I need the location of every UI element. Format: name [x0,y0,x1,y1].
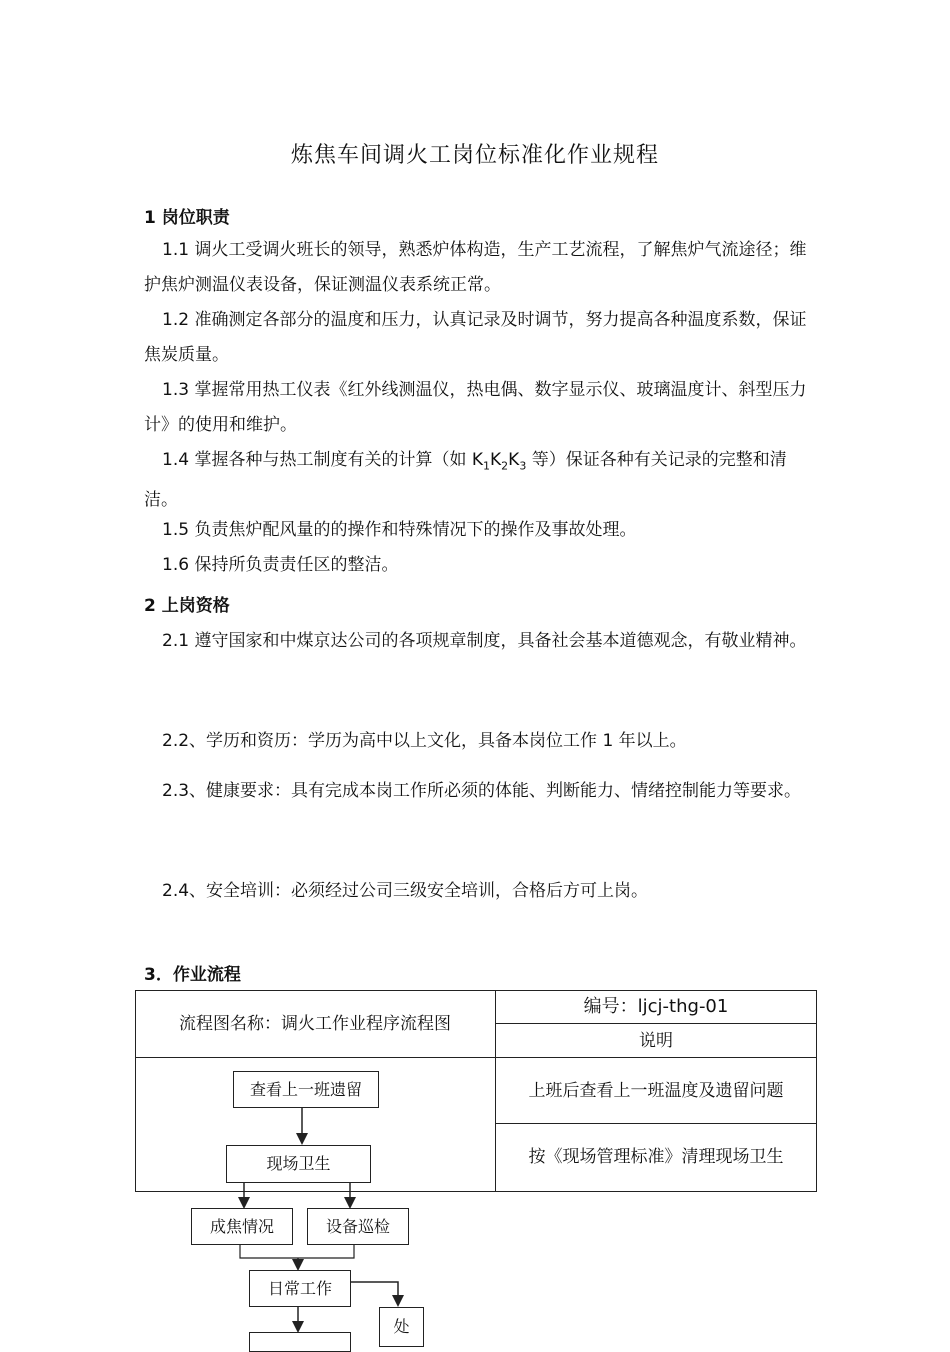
k3-letter: K [508,450,520,470]
flow-chart-name: 流程图名称：调火工作业程序流程图 [179,1014,451,1034]
section-2-heading: 2 上岗资格 [144,596,230,616]
flow-step-handle: 处 [379,1307,424,1347]
subscript-3: 3 [519,459,527,473]
flow-step-site-cleaning: 现场卫生 [226,1145,371,1183]
paragraph-2-4-text: 2.4、安全培训：必须经过公司三级安全培训，合格后方可上岗。 [162,881,649,901]
description-2: 按《现场管理标准》清理现场卫生 [528,1147,784,1167]
subscript-1: 1 [483,459,490,473]
arrow-step4-step5 [350,1282,398,1304]
flow-step-equipment-inspection: 设备巡检 [307,1208,409,1245]
paragraph-1-3-text: 1.3 掌握常用热工仪表《红外线测温仪，热电偶、数字显示仪、玻璃温度计、斜型压力计》的使用和维护。 [144,380,807,435]
flow-chart-code: 编号：ljcj-thg-01 [583,996,729,1017]
section-1-heading: 1 岗位职责 [144,208,230,228]
description-1: 上班后查看上一班温度及遗留问题 [528,1081,784,1101]
flow-step-check-previous: 查看上一班遗留 [233,1071,379,1108]
description-header: 说明 [639,1031,673,1051]
paragraph-2-3-text: 2.3、健康要求：具有完成本岗工作所必须的体能、判断能力、情绪控制能力等要求。 [162,781,802,801]
paragraph-2-2-text: 2.2、学历和资历：学历为高中以上文化，具备本岗位工作 1 年以上。 [162,731,687,751]
paragraph-1-2-text: 1.2 准确测定各部分的温度和压力，认真记录及时调节，努力提高各种温度系数，保证焦炭质量。 [144,310,807,365]
flow-step-next-partial [249,1332,351,1352]
document-title: 炼焦车间调火工岗位标准化作业规程 [290,143,659,168]
merge-line-step3 [240,1245,354,1258]
paragraph-1-4-text-a: 1.4 掌握各种与热工制度有关的计算（如 K [162,450,483,470]
paragraph-1-6-text: 1.6 保持所负责责任区的整洁。 [162,555,399,575]
k2-letter: K [490,450,502,470]
section-3-heading: 3．作业流程 [144,965,241,985]
flow-step-daily-work: 日常工作 [249,1270,351,1307]
paragraph-1-5-text: 1.5 负责焦炉配风量的的操作和特殊情况下的操作及事故处理。 [162,520,637,540]
paragraph-1-1-text: 1.1 调火工受调火班长的领导，熟悉炉体构造，生产工艺流程，了解焦炉气流途径；维护焦炉测温仪表设备，保证测温仪表系统正常。 [144,240,807,295]
flow-step-coking-status: 成焦情况 [191,1208,293,1245]
paragraph-1-4-text-b: 等）保证各种有关记录的完整和清洁。 [144,450,787,511]
paragraph-2-1-text: 2.1 遵守国家和中煤京达公司的各项规章制度，具备社会基本道德观念，有敬业精神。 [162,631,807,651]
subscript-2: 2 [501,459,509,473]
